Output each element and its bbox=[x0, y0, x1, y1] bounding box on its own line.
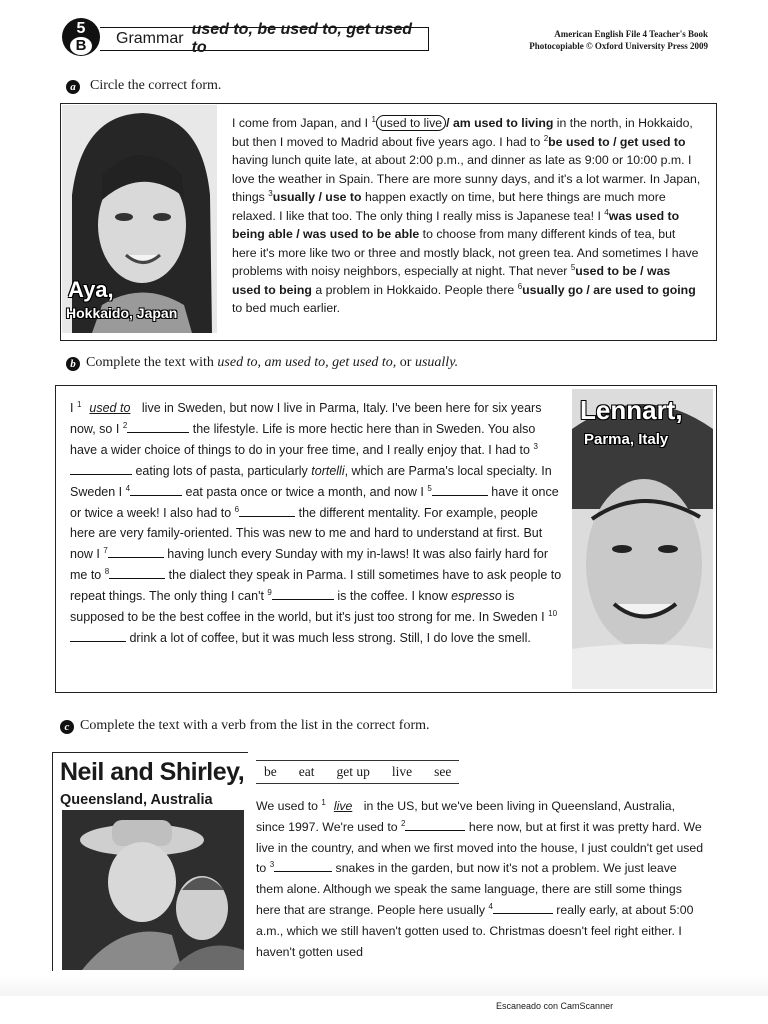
page-title bbox=[100, 21, 429, 56]
lennart-photo bbox=[572, 389, 713, 689]
text-segment: live in Sweden, but now I live in Parma, Italy. I've been here for six years now, so I bbox=[70, 401, 542, 436]
answer-blank[interactable] bbox=[272, 587, 334, 600]
page-bottom-edge bbox=[0, 976, 768, 996]
answer-blank[interactable] bbox=[130, 483, 182, 496]
item-number: 1 bbox=[321, 797, 326, 807]
word-list-item: live bbox=[391, 764, 413, 779]
item-number: 9 bbox=[267, 588, 272, 597]
text-segment: in the US, but we've been living in Queensland, Australia, since 1997. We're used to bbox=[256, 799, 676, 834]
section-a-instruction: Circle the correct form. bbox=[90, 78, 222, 93]
instruction-words: usually. bbox=[414, 355, 459, 370]
item-number: 4 bbox=[604, 207, 609, 217]
text-segment: eat pasta once or twice a month, and now I bbox=[182, 484, 428, 499]
item-number: 2 bbox=[122, 420, 128, 430]
text-segment: happen exactly on time, but here things are much more relaxed. I like that too. The only thing I really miss is Japanese tea! I bbox=[232, 190, 666, 223]
text-segment: the different mentality. For example, people here are very family-oriented. This was new to me and hard to understand at first. But now I bbox=[70, 505, 543, 562]
item-number: 5 bbox=[427, 483, 432, 493]
text-segment: in the north, in Hokkaido, but then I moved to Madrid about five years ago. I had to bbox=[232, 116, 693, 149]
text-segment: here now, but at first it was pretty hard. We live in the country, and when we first moved into the house, I just couldn't get used to bbox=[256, 819, 704, 876]
item-number: 3 bbox=[268, 188, 273, 198]
text-segment: having lunch every Sunday with my in-laws! It was also fairly hard for me to bbox=[70, 547, 549, 583]
title-prefix: Grammar bbox=[116, 30, 184, 47]
text-segment: I come from Japan, and I bbox=[232, 116, 372, 130]
verb-word-list bbox=[256, 760, 459, 784]
item-number: 3 bbox=[269, 860, 275, 870]
portrait-illustration bbox=[62, 810, 244, 970]
answer-blank[interactable] bbox=[70, 462, 132, 475]
lennart-caption-name: Lennart, bbox=[580, 395, 683, 425]
text-segment: really early, at about 5:00 a.m., which we still haven't gotten used to. Christmas doesn't feel right either. I haven't gotten used bbox=[256, 902, 694, 959]
answer-blank[interactable] bbox=[109, 566, 165, 579]
word-list-item: be bbox=[264, 764, 277, 779]
neil-shirley-title: Neil and Shirley, bbox=[60, 758, 245, 786]
text-segment: snakes in the garden, but now it's not a problem. We just leave them alone. Although we speak the same language, there are still some things here that are strange. People here usually bbox=[256, 861, 682, 917]
answer-blank[interactable] bbox=[493, 901, 553, 914]
item-number: 6 bbox=[517, 281, 523, 291]
item-number: 1 bbox=[76, 399, 82, 409]
instruction-words: used to, am used to, get used to, bbox=[217, 355, 397, 370]
text-segment: drink a lot of coffee, but it was much less strong. Still, I do love the smell. bbox=[126, 630, 531, 645]
publisher-line-2: Photocopiable © Oxford University Press 2009 bbox=[529, 41, 708, 51]
example-answer: used to bbox=[89, 401, 131, 415]
section-a-marker: a bbox=[66, 80, 80, 94]
text-segment: I bbox=[70, 401, 77, 415]
item-number: 3 bbox=[533, 441, 538, 451]
word-list-item: get up bbox=[336, 764, 370, 779]
instruction-text: Complete the text with bbox=[86, 355, 218, 370]
aya-photo bbox=[62, 105, 217, 333]
aya-caption-place: Hokkaido, Japan bbox=[66, 305, 178, 321]
text-segment: eating lots of pasta, particularly bbox=[132, 463, 312, 478]
unit-letter: B bbox=[70, 37, 92, 55]
section-a-text bbox=[232, 114, 702, 318]
text-segment: to choose from many different kinds of tea, but here it's more like two or three and mostly black, not green tea. And sometimes I have problems with noisy neighbors, especially at night. That never bbox=[232, 227, 699, 278]
answer-blank[interactable] bbox=[405, 818, 465, 831]
circled-answer: used to live bbox=[376, 115, 446, 131]
section-b-instruction bbox=[86, 355, 458, 371]
option-pair: usually go / are used to going bbox=[522, 282, 696, 297]
section-b-marker: b bbox=[66, 357, 80, 371]
text-italic: espresso bbox=[451, 589, 502, 604]
text-segment: is the coffee. I know bbox=[333, 589, 452, 604]
text-segment: to bed much earlier. bbox=[232, 301, 340, 315]
scanner-watermark: Escaneado con CamScanner bbox=[496, 1001, 614, 1011]
text-segment: We used to bbox=[256, 799, 322, 813]
option-pair: / am used to living bbox=[446, 116, 554, 130]
item-number: 4 bbox=[125, 483, 131, 493]
unit-number: 5 bbox=[76, 19, 86, 37]
option-pair: used to be / was used to being bbox=[232, 264, 671, 297]
item-number: 8 bbox=[104, 567, 110, 577]
section-c-text bbox=[256, 796, 704, 962]
answer-blank[interactable] bbox=[274, 859, 332, 872]
word-list-item: see bbox=[434, 764, 452, 779]
option-pair: usually / use to bbox=[272, 190, 362, 204]
text-segment: the dialect they speak in Parma. I still sometimes have to ask people to repeat things. The only thing I can't bbox=[70, 568, 562, 604]
answer-blank[interactable] bbox=[108, 545, 164, 558]
text-segment: is supposed to be the best coffee in the world, but it's just too strong for me. In Sweden I bbox=[70, 589, 549, 625]
text-segment: , which are Parma's local specialty. In Sweden I bbox=[70, 463, 552, 499]
aya-caption-name: Aya, bbox=[68, 277, 114, 302]
answer-blank[interactable] bbox=[432, 483, 488, 496]
text-italic: tortelli bbox=[311, 463, 345, 478]
word-list-item: eat bbox=[298, 764, 315, 779]
option-pair: was used to being able / was used to be able bbox=[232, 208, 680, 241]
section-c-instruction: Complete the text with a verb from the list in the correct form. bbox=[80, 718, 430, 733]
item-number: 6 bbox=[234, 504, 240, 514]
text-segment: having lunch quite late, at about 2:00 p.m., and dinner as late as 9:00 or 10:00 p.m. I love the weather in Spain. There are more sunny days, and it's a lot warmer. In Japan, things bbox=[232, 153, 701, 204]
section-b-text bbox=[70, 398, 562, 649]
text-segment: have it once or twice a week! I also had to bbox=[70, 484, 559, 520]
answer-blank[interactable] bbox=[127, 420, 189, 433]
neil-shirley-subtitle: Queensland, Australia bbox=[60, 792, 213, 808]
instruction-text: or bbox=[396, 355, 415, 370]
publisher-info bbox=[529, 28, 708, 52]
item-number: 10 bbox=[548, 608, 558, 618]
neil-shirley-photo bbox=[62, 810, 244, 970]
item-number: 7 bbox=[103, 546, 108, 556]
publisher-line-1: American English File 4 Teacher's Book bbox=[554, 29, 708, 39]
title-focus: used to, be used to, get used to bbox=[191, 21, 413, 56]
option-pair: be used to / get used to bbox=[548, 134, 686, 149]
unit-badge bbox=[62, 18, 100, 56]
item-number: 2 bbox=[543, 133, 549, 143]
text-segment: the lifestyle. Life is more hectic here than in Sweden. You also have a wider choice of things to do in your free time, and I really enjoy that. I had to bbox=[70, 421, 536, 457]
example-answer: live bbox=[333, 799, 353, 813]
lennart-caption-place: Parma, Italy bbox=[584, 431, 669, 448]
item-number: 1 bbox=[371, 114, 376, 124]
section-c-marker: c bbox=[60, 720, 74, 734]
item-number: 2 bbox=[401, 818, 406, 828]
answer-blank[interactable] bbox=[70, 629, 126, 642]
item-number: 5 bbox=[570, 262, 576, 272]
item-number: 4 bbox=[488, 901, 493, 911]
answer-blank[interactable] bbox=[239, 504, 295, 517]
text-segment: a problem in Hokkaido. People there bbox=[311, 282, 518, 297]
